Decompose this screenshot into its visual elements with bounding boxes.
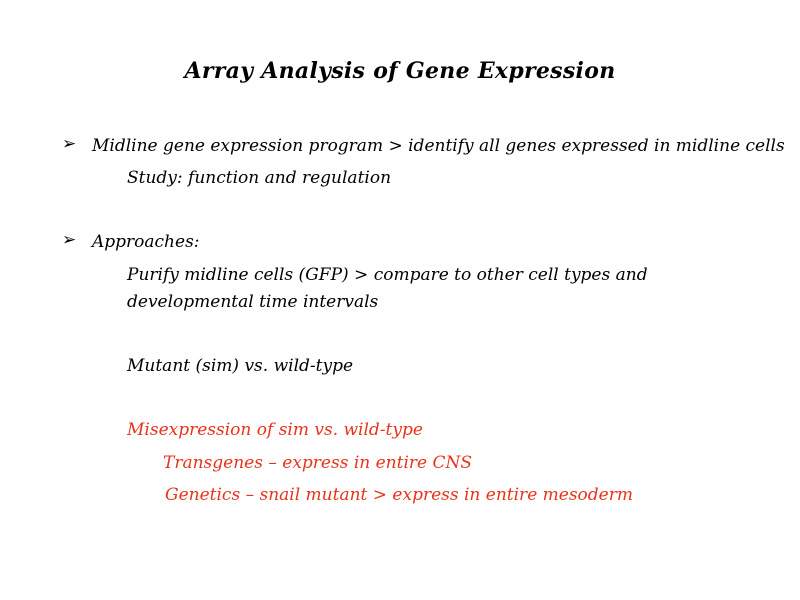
subsub-item-transgenes: Transgenes – express in entire CNS <box>163 453 473 473</box>
subsub-item-genetics: Genetics – snail mutant > express in entire mesoderm <box>165 485 633 505</box>
sub-item-misexpression: Misexpression of sim vs. wild-type <box>127 420 423 440</box>
sub-item-purify: Purify midline cells (GFP) > compare to other cell types and developmental time intervals <box>127 265 648 312</box>
bullet-approaches: Approaches: <box>92 232 200 252</box>
sub-item-mutant: Mutant (sim) vs. wild-type <box>127 356 354 376</box>
bullet-arrow-icon: ➢ <box>62 230 77 250</box>
sub-item-study: Study: function and regulation <box>127 168 392 188</box>
slide-title: Array Analysis of Gene Expression <box>184 58 616 84</box>
bullet-midline-program: Midline gene expression program > identify all genes expressed in midline cells <box>92 136 785 156</box>
bullet-arrow-icon: ➢ <box>62 134 77 154</box>
